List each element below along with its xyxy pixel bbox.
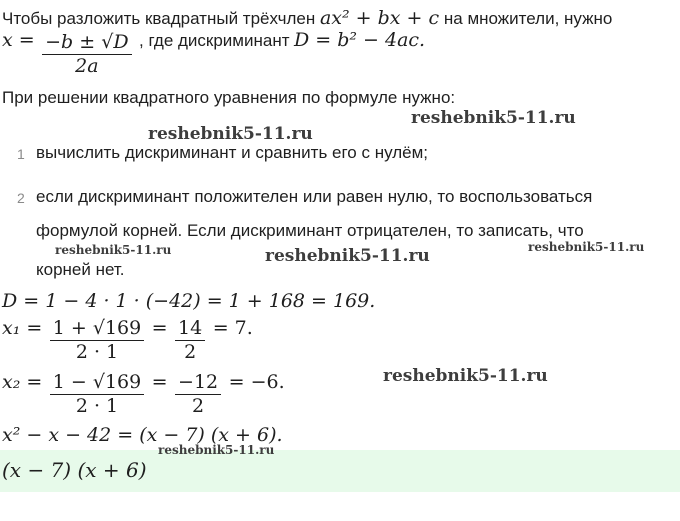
x1-numerator: 1 + √169 [52,317,142,339]
x2-simplified-denominator: 2 [175,394,221,417]
step-2-line-2: формулой корней. Если дискриминант отрицателен, то записать, что [36,221,584,240]
step-2-marker: 2 [17,190,25,206]
x2-equals: = [151,370,168,393]
x1-simplified-numerator: 14 [178,317,203,339]
step-1-text: вычислить дискриминант и сравнить его с нулём; [36,143,429,162]
watermark: reshebnik5-11.ru [55,243,172,257]
step-2-line-3: корней нет. [36,260,125,279]
x1-label: x₁ = [2,316,43,339]
root-formula-numerator: −b ± √D [45,31,129,53]
x1-fraction [50,316,144,363]
answer-text: (x − 7) (x + 6) [2,458,147,482]
watermark: reshebnik5-11.ru [528,240,645,254]
x2-denominator: 2 · 1 [50,394,144,417]
discriminant-computation: D = 1 − 4 · 1 · (−42) = 1 + 168 = 169. [2,290,376,312]
x2-result: = −6. [228,370,285,393]
step-1-marker: 1 [17,146,25,162]
answer-box [0,450,680,492]
x1-simplified-denominator: 2 [175,340,205,363]
step-2-line-1: если дискриминант положителен или равен нулю, то воспользоваться [36,187,593,206]
root-formula-fraction [42,30,131,76]
factorization-line: x² − x − 42 = (x − 7) (x + 6). [2,424,283,446]
intro-text: Чтобы разложить квадратный трёхчлен [2,9,316,28]
method-heading: При решении квадратного уравнения по формуле нужно: [2,88,456,107]
formula-x-label: x = [2,30,35,51]
watermark: reshebnik5-11.ru [265,246,430,266]
watermark: reshebnik5-11.ru [411,108,576,128]
x2-fraction [50,370,144,417]
watermark: reshebnik5-11.ru [383,366,548,386]
watermark: reshebnik5-11.ru [148,124,313,144]
x1-row [0,316,680,370]
x1-result: = 7. [212,316,253,339]
intro-line-1 [2,8,612,29]
x2-label: x₂ = [2,370,43,393]
formula-suffix: , где дискриминант [139,30,290,50]
x1-equals: = [151,316,168,339]
x2-numerator: 1 − √169 [52,371,142,393]
x1-denominator: 2 · 1 [50,340,144,363]
discriminant-formula: D = b² − 4ac. [293,30,426,51]
x2-simplified-fraction [175,370,221,417]
watermark: reshebnik5-11.ru [158,443,275,457]
x2-simplified-numerator: −12 [178,371,219,393]
root-formula-row [0,30,680,76]
x1-simplified-fraction [175,316,205,363]
intro-suffix: на множители, нужно [443,9,613,28]
trinomial-expression: ax² + bx + c [319,7,440,29]
root-formula-denominator: 2a [42,54,131,76]
x2-row [2,370,285,417]
